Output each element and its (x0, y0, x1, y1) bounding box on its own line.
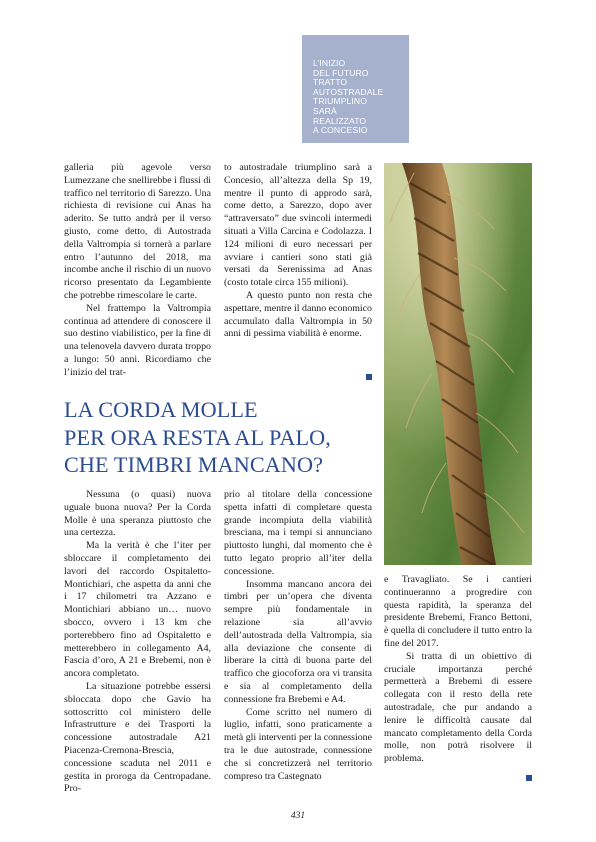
bottom-column-3 (384, 574, 532, 766)
headline-line: PER ORA RESTA AL PALO, (64, 424, 331, 450)
paragraph: e Travagliato. Se i cantieri continueranno a progredire con questa rapidità, la speranza del presidente Brebemi, Franco Bettoni, è quella di concludere il tutto entro la fine del 2017. (384, 574, 532, 649)
page-number: 431 (290, 811, 306, 821)
top-column-1 (64, 162, 211, 380)
top-column-2 (224, 162, 372, 341)
pullquote-line: DEL FUTURO (313, 67, 369, 78)
pullquote-line: AUTOSTRADALE (313, 86, 384, 97)
pullquote-line: L’INIZIO (313, 58, 346, 68)
pullquote-line: A CONCESIO (313, 125, 368, 136)
paragraph: Come scritto nel numero di luglio, infatti, sono praticamente a metà gli interventi per la connessione tra le due autostrade, connessione che si concretizzerà nel territorio compreso tra Castegnato (224, 706, 372, 782)
paragraph: to autostradale triumplino sarà a Concesio, all’altezza della Sp 19, mentre il punto di approdo sarà, come detto, a Sarezzo, dopo aver “attraversato” due svincoli intermedi situati a Villa Carcina e Codolazza. I 124 milioni di euro necessari per avviare i cantieri sono stati già versati da Serenissima ad Anas (costo totale circa 155 milioni). (224, 162, 372, 289)
paragraph: galleria più agevole verso Lumezzane che snellirebbe i flussi di traffico nel territorio di Sarezzo. Una richiesta di revisione cui Anas ha aderito. Se tutto andrà per il verso giusto, come detto, di Autostrada della Valtrompia si tornerà a parlare entro l’autunno del 2018, ma incombe anche il rischio di un nuovo ricorso presentato da Legambiente che potrebbe rimescolare le carte. (64, 162, 211, 301)
pullquote-line: REALIZZATO (313, 115, 367, 126)
paragraph: Insomma mancano ancora dei timbri per un’opera che diventa sempre più fondamentale in relazione sia all’avvio dell’autostrada della Valtrompia, sia alla deviazione che consente di liberare la città di buona parte del traffico che giocoforza ora vi transita e sia al completamento della connessione fra Brebemi e A4. (224, 578, 372, 705)
rope-photo (384, 163, 532, 565)
paragraph: Nessuna (o quasi) nuova uguale buona nuova? Per la Corda Molle è una speranza piuttosto che una certezza. (64, 489, 211, 539)
end-of-section-mark (366, 374, 372, 380)
paragraph: Ma la verità è che l’iter per sbloccare il completamento dei lavori del raccordo Ospitaletto-Montichiari, che aspetta da anni che i 17 chilometri tra Azzano e Montichiari abbiano un… nuovo sbocco, ovvero i 13 km che porterebbero fino ad Ospitaletto e metterebbero in collegamento A4, Fascia d’oro, A 21 e Brebemi, non è ancora completato. (64, 540, 211, 680)
headline-line: CHE TIMBRI MANCANO? (64, 452, 324, 477)
end-of-article-mark (526, 775, 532, 781)
pullquote-line: TRATTO (313, 77, 348, 88)
bottom-column-1 (64, 489, 211, 796)
article-headline (64, 396, 394, 479)
bottom-column-2 (224, 489, 372, 783)
paragraph: Si tratta di un obiettivo di cruciale importanza perché permetterà a Brebemi di essere collegata con il resto della rete autostradale, che pur andando a lenire le difficoltà causate dal mancato completamento della Corda molle, non potrà risolvere il problema. (384, 650, 532, 765)
paragraph: Nel frattempo la Valtrompia continua ad attendere di conoscere il suo destino viabilistico, per la fine di una telenovela davvero durata troppo a lungo: 50 anni. Ricordiamo che l’inizio del trat- (64, 302, 211, 378)
paragraph: prio al titolare della concessione spetta infatti di completare questa grande incompiuta della viabilità bresciana, ma i tempi si annunciano piuttosto lunghi, dal momento che è tutto legato proprio all’iter della concessione. (224, 489, 372, 577)
paragraph: La situazione potrebbe essersi sbloccata dopo che Gavio ha sottoscritto col ministero delle Infrastrutture e dei Trasporti la concessione autostradale A21 Piacenza-Cremona-Brescia, concessione scaduta nel 2011 e gestita in proroga da Centropadane. Pro- (64, 680, 211, 795)
pullquote-line: SARÀ (313, 105, 337, 116)
pullquote-text (313, 59, 383, 136)
sidebar-pullquote-box (302, 35, 409, 143)
paragraph: A questo punto non resta che aspettare, mentre il danno economico accumulato dalla Valtrompia in 50 anni di pessima viabilità è enorme. (224, 289, 372, 340)
pullquote-line: TRIUMPLINO (313, 96, 367, 107)
headline-line: LA CORDA MOLLE (64, 397, 258, 422)
